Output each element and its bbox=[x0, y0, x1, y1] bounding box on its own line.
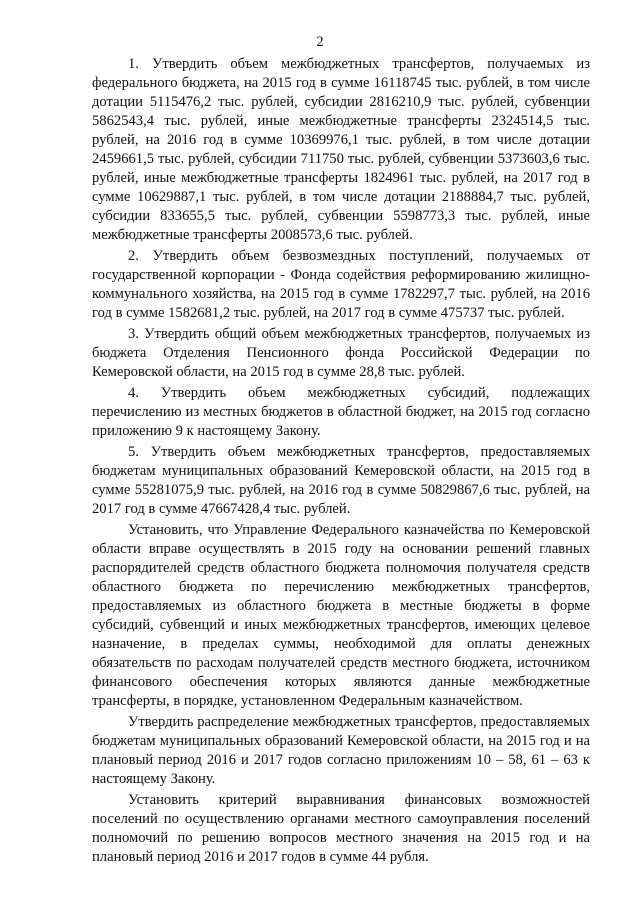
paragraph-2: 2. Утвердить объем безвозмездных поступлений, получаемых от государственной корпорации - Фонда содействия реформированию жилищно-коммунального хозяйства, на 2015 год в сумме 1782297,7 тыс. рублей, на 2016 год в сумме 1582681,2 тыс. рублей, на 2017 год в сумме 475737 тыс. рублей. bbox=[92, 248, 590, 321]
document-body bbox=[92, 55, 590, 869]
paragraph-5: 5. Утвердить объем межбюджетных трансфертов, предоставляемых бюджетам муниципальных образований Кемеровской области, на 2015 год в сумме 55281075,9 тыс. рублей, на 2016 год в сумме 50829867,6 тыс. рублей, на 2017 год в сумме 47667428,4 тыс. рублей. bbox=[92, 444, 590, 517]
paragraph-treasury: Установить, что Управление Федерального казначейства по Кемеровской области вправе осуществлять в 2015 году на основании решений главных распорядителей средств областного бюджета полномочия получателя средств областного бюджета по перечислению межбюджетных трансфертов, предоставляемых из областного бюджета в местные бюджеты в форме субсидий, субвенций и иных межбюджетных трансфертов, имеющих целевое назначение, в пределах суммы, необходимой для оплаты денежных обязательств по расходам получателей средств местного бюджета, источником финансового обеспечения которых являются данные межбюджетные трансферты, в порядке, установленном Федеральным казначейством. bbox=[92, 522, 590, 709]
paragraph-distribution: Утвердить распределение межбюджетных трансфертов, предоставляемых бюджетам муниципальных образований Кемеровской области, на 2015 год и на плановый период 2016 и 2017 годов согласно приложениям 10 – 58, 61 – 63 к настоящему Закону. bbox=[92, 714, 590, 787]
paragraph-criterion: Установить критерий выравнивания финансовых возможностей поселений по осуществлению органами местного самоуправления поселений полномочий по решению вопросов местного значения на 2015 год и на плановый период 2016 и 2017 годов в сумме 44 рубля. bbox=[92, 792, 590, 865]
paragraph-1: 1. Утвердить объем межбюджетных трансфертов, получаемых из федерального бюджета, на 2015 год в сумме 16118745 тыс. рублей, в том числе дотации 5115476,2 тыс. рублей, субсидии 2816210,9 тыс. рублей, субвенции 5862543,4 тыс. рублей, иные межбюджетные трансферты 2324514,5 тыс. рублей, на 2016 год в сумме 10369976,1 тыс. рублей, в том числе дотации 2459661,5 тыс. рублей, субсидии 711750 тыс. рублей, субвенции 5373603,6 тыс. рублей, иные межбюджетные трансферты 1824961 тыс. рублей, на 2017 год в сумме 10629887,1 тыс. рублей, в том числе дотации 2188884,7 тыс. рублей, субсидии 833655,5 тыс. рублей, субвенции 5598773,3 тыс. рублей, иные межбюджетные трансферты 2008573,6 тыс. рублей. bbox=[92, 56, 590, 243]
paragraph-4: 4. Утвердить объем межбюджетных субсидий, подлежащих перечислению из местных бюджетов в областной бюджет, на 2015 год согласно приложению 9 к настоящему Закону. bbox=[92, 385, 590, 439]
page-number: 2 bbox=[316, 34, 324, 50]
paragraph-3: 3. Утвердить общий объем межбюджетных трансфертов, получаемых из бюджета Отделения Пенсионного фонда Российской Федерации по Кемеровской области, на 2015 год в сумме 28,8 тыс. рублей. bbox=[92, 326, 590, 380]
